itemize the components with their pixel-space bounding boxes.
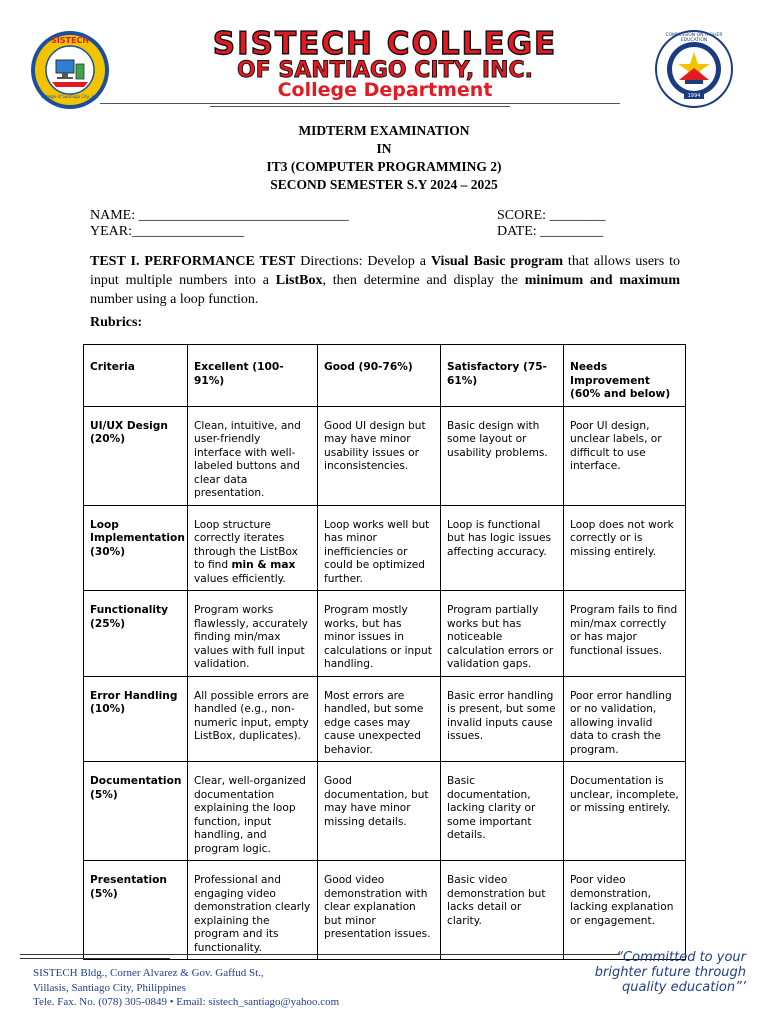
exam-title-line2: IN: [376, 141, 392, 156]
header-rule: [100, 103, 620, 104]
good-cell: Good documentation, but may have minor missing details.: [318, 762, 441, 861]
rubrics-label: Rubrics:: [90, 315, 143, 330]
good-cell: Program mostly works, but has minor issues in calculations or input handling.: [318, 591, 441, 677]
rubric-table: [83, 344, 686, 960]
satisfactory-cell: Program partially works but has noticeable calculation errors or validation gaps.: [441, 591, 564, 677]
excellent-cell: Clear, well-organized documentation explaining the loop function, input handling, and program logic.: [188, 762, 318, 861]
footer-address: [33, 966, 339, 1010]
footer-address-line1: SISTECH Bldg., Corner Alvarez & Gov. Gaffud St.,: [33, 967, 264, 979]
ched-logo-year: 1994: [684, 93, 704, 99]
exam-title-line3: IT3 (COMPUTER PROGRAMMING 2): [266, 159, 502, 174]
table-row: [84, 505, 686, 591]
exam-title: [0, 122, 768, 194]
good-cell: Good UI design but may have minor usability issues or inconsistencies.: [318, 406, 441, 505]
table-row: [84, 676, 686, 762]
needs-improvement-cell: Documentation is unclear, incomplete, or missing entirely.: [564, 762, 686, 861]
excellent-cell: All possible errors are handled (e.g., non-numeric input, empty ListBox, duplicates).: [188, 676, 318, 762]
test-text-3: , then determine and display the: [322, 273, 525, 288]
needs-improvement-cell: Loop does not work correctly or is missing entirely.: [564, 505, 686, 591]
college-location: OF SANTIAGO CITY, INC.: [236, 58, 534, 83]
excellent-cell: Professional and engaging video demonstration clearly explaining the program and its functionality.: [188, 861, 318, 960]
criteria-cell: UI/UX Design (20%): [84, 406, 188, 505]
exam-title-line4: SECOND SEMESTER S.Y 2024 – 2025: [270, 177, 498, 192]
sistech-logo-ring-text: College of Santiago City, Inc.: [41, 94, 99, 99]
footer-slogan-line1: “Committed to your: [616, 950, 746, 965]
excellent-text-c: values efficiently.: [194, 572, 286, 585]
header-needs-improvement: Needs Improvement (60% and below): [564, 345, 686, 407]
good-cell: Good video demonstration with clear explanation but minor presentation issues.: [318, 861, 441, 960]
college-name: SISTECH COLLEGE: [212, 26, 558, 62]
footer-address-line3: Tele. Fax. No. (078) 305-0849 • Email: sistech_santiago@yahoo.com: [33, 996, 340, 1008]
score-field[interactable]: SCORE: ________: [497, 208, 606, 223]
date-field[interactable]: DATE: _________: [497, 224, 604, 239]
criteria-cell: Error Handling (10%): [84, 676, 188, 762]
satisfactory-cell: Basic error handling is present, but some invalid inputs cause issues.: [441, 676, 564, 762]
footer-slogan-line3: quality education”’: [622, 980, 746, 995]
excellent-cell: Program works flawlessly, accurately finding min/max values with full input validation.: [188, 591, 318, 677]
header-good: Good (90-76%): [318, 345, 441, 407]
table-row: [84, 406, 686, 505]
needs-improvement-cell: Program fails to find min/max correctly or has major functional issues.: [564, 591, 686, 677]
header-criteria: Criteria: [84, 345, 188, 407]
criteria-cell: Presentation (5%): [84, 861, 188, 960]
good-cell: Most errors are handled, but some edge cases may cause unexpected behavior.: [318, 676, 441, 762]
table-row: [84, 861, 686, 960]
test-bold-2: ListBox: [275, 273, 323, 288]
header-satisfactory: Satisfactory (75-61%): [441, 345, 564, 407]
criteria-cell: Loop Implementation (30%): [84, 505, 188, 591]
criteria-cell: Functionality (25%): [84, 591, 188, 677]
header-excellent: Excellent (100-91%): [188, 345, 318, 407]
exam-title-line1: MIDTERM EXAMINATION: [298, 123, 470, 138]
needs-improvement-cell: Poor video demonstration, lacking explanation or engagement.: [564, 861, 686, 960]
footer-slogan-line2: brighter future through: [594, 965, 746, 980]
satisfactory-cell: Basic documentation, lacking clarity or some important details.: [441, 762, 564, 861]
needs-improvement-cell: Poor UI design, unclear labels, or difficult to use interface.: [564, 406, 686, 505]
footer-address-line2: Villasis, Santiago City, Philippines: [33, 981, 186, 994]
college-department: College Department: [277, 79, 493, 101]
header-rule-short: [210, 106, 510, 107]
table-row: [84, 591, 686, 677]
name-field[interactable]: NAME: ______________________________: [90, 208, 349, 223]
ched-logo: [655, 30, 733, 108]
table-header-row: [84, 345, 686, 407]
test-directions: [90, 252, 680, 309]
footer-rule: [20, 954, 620, 955]
test-bold-3: minimum and maximum: [524, 273, 680, 288]
footer-slogan: [560, 950, 746, 995]
sistech-logo: [30, 30, 110, 110]
year-field[interactable]: YEAR:________________: [90, 224, 244, 239]
excellent-cell: Clean, intuitive, and user-friendly interface with well-labeled buttons and clear data presentation.: [188, 406, 318, 505]
satisfactory-cell: Basic design with some layout or usability problems.: [441, 406, 564, 505]
test-text-1: Directions: Develop a: [295, 254, 431, 269]
sistech-logo-text: SISTECH: [51, 36, 89, 45]
test-label: TEST I. PERFORMANCE TEST: [90, 254, 296, 269]
test-text-2: that allows users to input multiple numbers into a: [90, 254, 680, 288]
good-cell: Loop works well but has minor inefficiencies or could be optimized further.: [318, 505, 441, 591]
excellent-text-b: min & max: [231, 559, 296, 571]
footer-rule-short: [20, 958, 170, 959]
satisfactory-cell: Basic video demonstration but lacks detail or clarity.: [441, 861, 564, 960]
excellent-text-a: Loop structure correctly iterates through the ListBox to find: [194, 518, 298, 571]
test-bold-1: Visual Basic program: [430, 254, 563, 269]
excellent-cell: [188, 505, 318, 591]
needs-improvement-cell: Poor error handling or no validation, allowing invalid data to crash the program.: [564, 676, 686, 762]
satisfactory-cell: Loop is functional but has logic issues affecting accuracy.: [441, 505, 564, 591]
ched-logo-text: COMMISSION ON HIGHER EDUCATION: [665, 33, 723, 43]
criteria-cell: Documentation (5%): [84, 762, 188, 861]
table-row: [84, 762, 686, 861]
test-text-4: number using a loop function.: [90, 292, 259, 307]
